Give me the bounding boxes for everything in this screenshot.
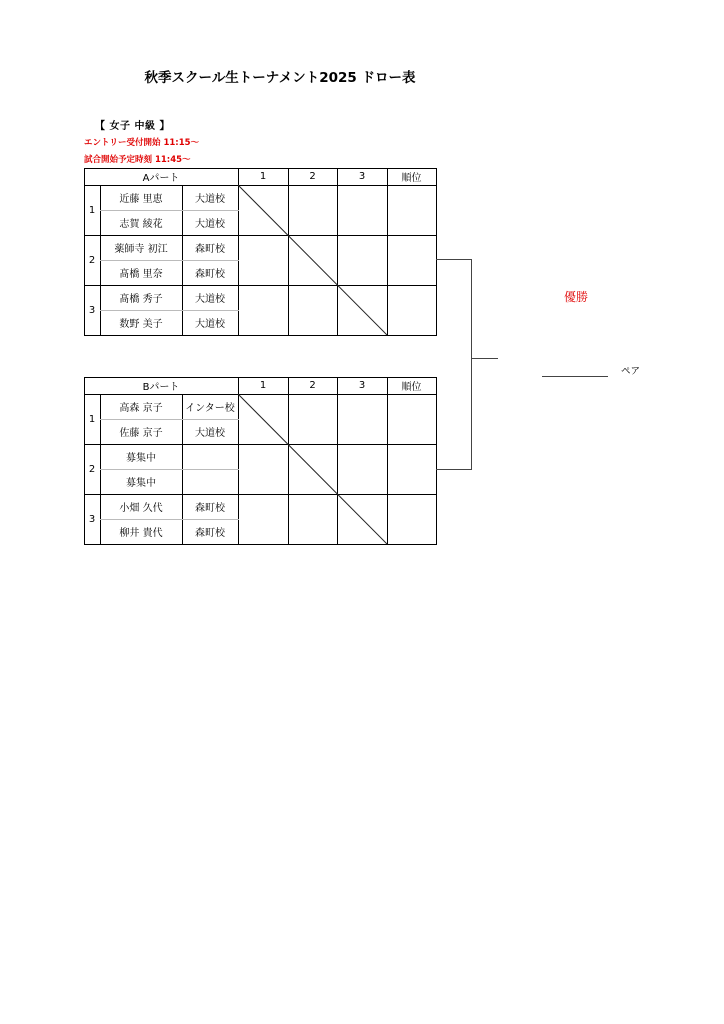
player-school: 森町校 — [195, 244, 225, 255]
self-match-diagonal — [238, 185, 387, 335]
player-school — [182, 444, 238, 469]
table-grid-line — [387, 168, 388, 336]
pair-label: ペア — [621, 366, 641, 377]
part-header: Bパート — [142, 382, 180, 393]
bracket-line-vertical — [471, 259, 472, 470]
pair-number: 1 — [88, 413, 96, 425]
column-header-rank: 順位 — [401, 173, 422, 184]
bracket-line-final — [471, 358, 498, 359]
column-header-3: 3 — [358, 380, 366, 391]
column-header-2: 2 — [309, 380, 316, 391]
player-school: 大道校 — [195, 194, 225, 205]
match-start-note: 試合開始予定時刻 11:45～ — [84, 155, 191, 165]
pair-number: 2 — [88, 463, 96, 475]
player-school: 大道校 — [195, 319, 225, 330]
table-grid-line — [84, 335, 437, 336]
player-name: 高森 京子 — [119, 403, 163, 414]
column-header-1: 1 — [259, 171, 267, 182]
player-school — [182, 469, 238, 494]
part-header: Aパート — [142, 173, 180, 184]
table-grid-line — [387, 377, 388, 545]
table-grid-line — [84, 377, 437, 378]
category-label: 【 女子 中級 】 — [95, 121, 170, 132]
table-grid-line — [436, 168, 437, 336]
player-school: インター校 — [185, 403, 235, 414]
column-header-1: 1 — [259, 380, 267, 391]
table-grid-line — [436, 377, 437, 545]
table-grid-line — [84, 168, 437, 169]
player-name: 募集中 — [126, 478, 156, 489]
diagonal-line — [238, 394, 387, 544]
player-name: 髙橋 秀子 — [119, 294, 163, 305]
player-name: 志賀 綾花 — [119, 219, 163, 230]
pair-number: 1 — [88, 204, 96, 216]
column-header-rank: 順位 — [401, 382, 422, 393]
pair-number: 2 — [88, 254, 96, 266]
player-name: 募集中 — [126, 453, 156, 464]
player-name: 小畑 久代 — [119, 503, 163, 514]
player-school: 大道校 — [195, 428, 225, 439]
player-name: 薬師寺 初江 — [114, 244, 168, 255]
bracket-line-a — [436, 259, 472, 260]
diagonal-line — [238, 185, 387, 335]
player-school: 大道校 — [195, 294, 225, 305]
entry-time-note: エントリー受付開始 11:15～ — [84, 138, 200, 148]
player-name: 髙橋 里奈 — [119, 269, 163, 280]
player-name: 数野 美子 — [119, 319, 163, 330]
player-name: 佐藤 京子 — [119, 428, 163, 439]
player-name: 近藤 里恵 — [119, 194, 163, 205]
player-school: 森町校 — [195, 528, 225, 539]
winner-pair-line — [542, 376, 608, 377]
winner-label: 優勝 — [563, 290, 588, 304]
player-school: 森町校 — [195, 269, 225, 280]
table-grid-line — [84, 544, 437, 545]
bracket-line-b — [436, 469, 472, 470]
player-school: 森町校 — [195, 503, 225, 514]
column-header-3: 3 — [358, 171, 366, 182]
player-name: 柳井 貴代 — [119, 528, 163, 539]
self-match-diagonal — [238, 394, 387, 544]
player-school: 大道校 — [195, 219, 225, 230]
page-title: 秋季スクール生トーナメント2025 ドロー表 — [144, 70, 416, 86]
pair-number: 3 — [88, 513, 96, 525]
column-header-2: 2 — [309, 171, 316, 182]
pair-number: 3 — [88, 304, 96, 316]
